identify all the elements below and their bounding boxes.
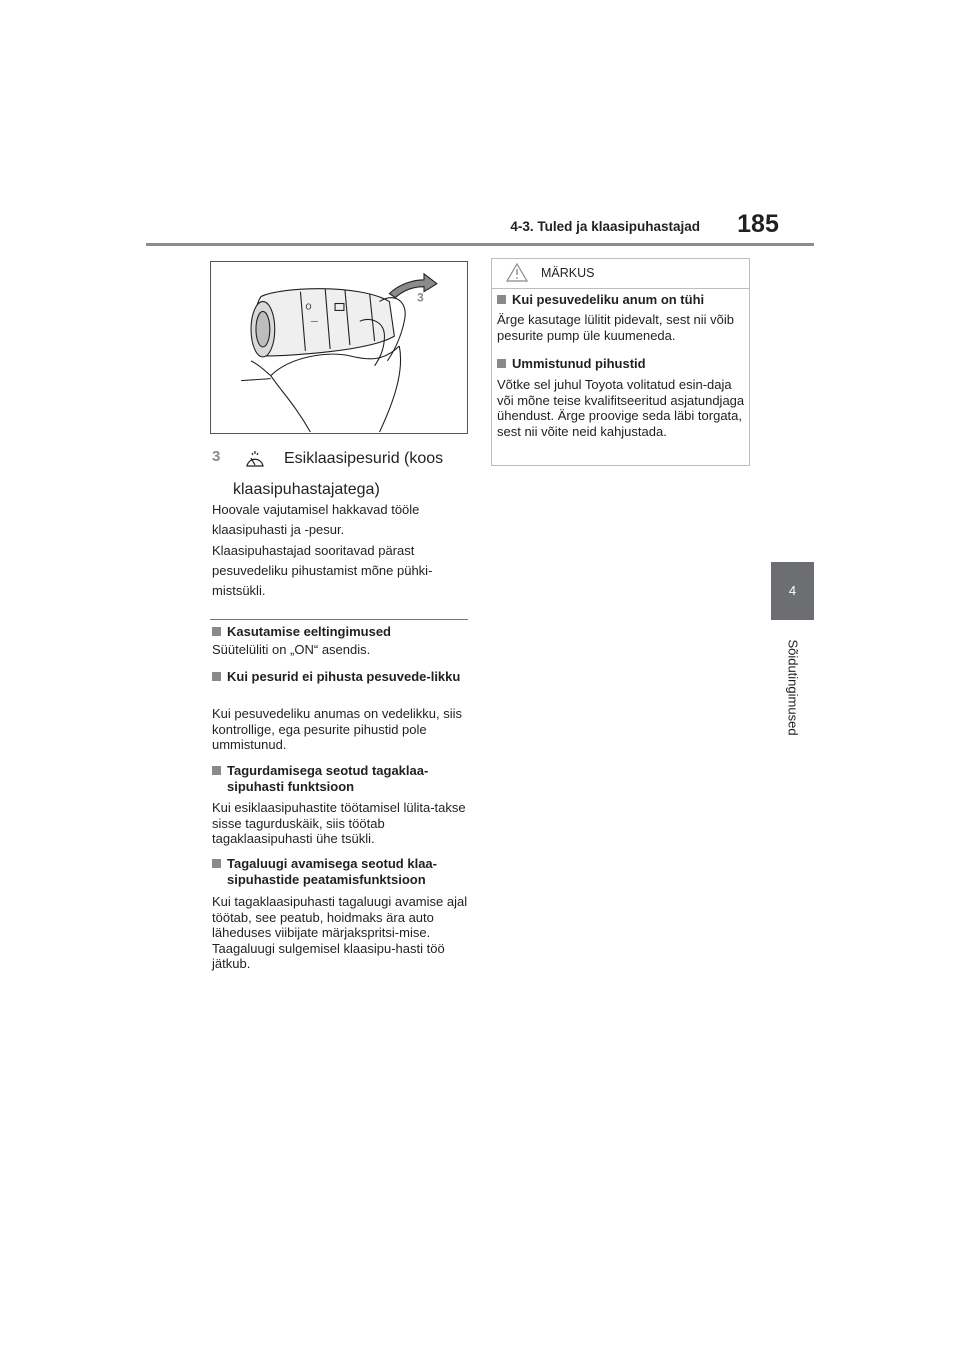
section-title: 4-3. Tuled ja klaasipuhastajad [510,219,700,234]
warning-triangle-icon [506,263,528,282]
section-body: Kui esiklaasipuhastite töötamisel lülita-takse sisse tagurduskäik, siis töötab tagaklaasipuhasti ühe tsükli. [212,800,466,846]
section-heading [212,669,474,685]
notice-header-rule [491,288,750,289]
section-heading-text: Tagurdamisega seotud tagaklaa-sipuhasti funktsioon [227,763,429,794]
square-bullet-icon [212,766,221,775]
svg-text:—: — [310,316,319,326]
square-bullet-icon [212,859,221,868]
item-number: 3 [212,448,221,465]
square-bullet-icon [497,295,506,304]
item-title: Esiklaasipesurid (koos [284,450,444,467]
notice-heading [497,356,747,372]
svg-text:O: O [305,302,312,312]
header-rule [146,243,814,246]
notice-heading-text: Ummistunud pihustid [512,356,646,371]
section-heading-text: Tagaluugi avamisega seotud klaa-sipuhastide peatamisfunktsioon [227,856,437,887]
square-bullet-icon [212,627,221,636]
item-title-continued: klaasipuhastajatega) [233,481,380,498]
section-heading [212,763,474,794]
windshield-washer-icon [244,447,266,469]
section-body: Süütelüliti on „ON“ asendis. [212,642,371,657]
notice-body: Ärge kasutage lülitit pidevalt, sest nii võib pesurite pump üle kuumeneda. [497,312,735,343]
notice-heading [497,292,747,308]
figure-callout-3: 3 [417,290,424,305]
notice-body: Võtke sel juhul Toyota volitatud esin-daja või mõne teise kvalifitseeritud asjatundjaga ühendust. Ärge proovige seda läbi torgata, sest nii võite neid kahjustada. [497,377,745,439]
wiper-lever-illustration [210,261,468,434]
section-heading-text: Kasutamise eeltingimused [227,624,391,639]
section-body: Kui pesuvedeliku anumas on vedelikku, siis kontrollige, ega pesurite pihustid pole ummistunud. [212,706,463,752]
notice-title: MÄRKUS [541,266,595,280]
section-body: Kui tagaklaasipuhasti tagaluugi avamise ajal töötab, see peatub, hoidmaks ära auto läheduses viibijate märjakspritsi-mise. Taagaluugi sulgemisel klaasipu-hasti töö jätkub. [212,894,468,971]
chapter-tab-label: Sõidutingimused [785,639,801,736]
section-divider [210,619,468,620]
item-paragraph-1: Hoovale vajutamisel hakkavad tööle klaasipuhasti ja -pesur. [212,502,420,537]
page-number: 185 [737,210,779,238]
hand-pulling-lever-drawing [211,262,467,433]
section-heading [212,856,474,887]
square-bullet-icon [212,672,221,681]
notice-heading-text: Kui pesuvedeliku anum on tühi [512,292,705,307]
square-bullet-icon [497,359,506,368]
section-heading [212,624,474,640]
chapter-tab-number: 4 [788,583,797,598]
item-paragraph-2: Klaasipuhastajad sooritavad pärast pesuvedeliku pihustamist mõne pühki-mistsükli. [212,543,433,598]
section-heading-text: Kui pesurid ei pihusta pesuvede-likku [227,669,461,684]
